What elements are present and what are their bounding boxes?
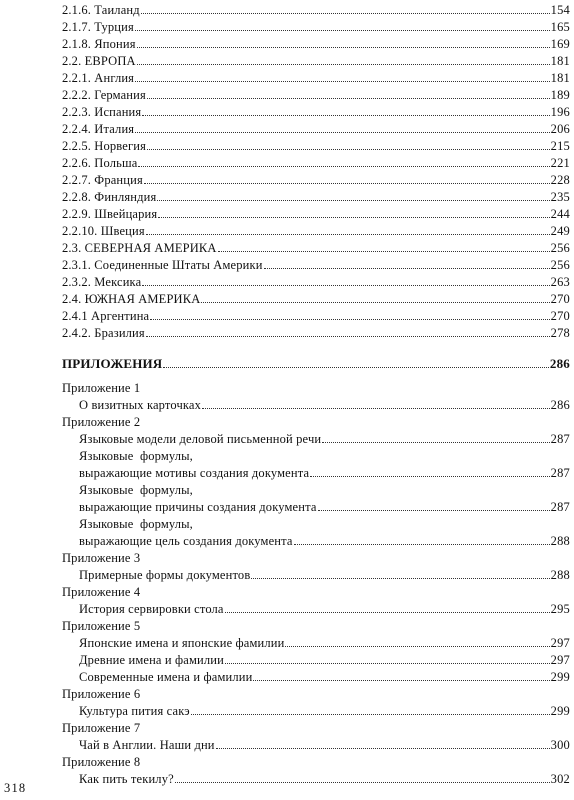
appendix-entry-title: Древние имена и фамилии — [79, 653, 224, 667]
appendix-entry — [79, 650, 570, 667]
toc-entry-page: 189 — [550, 88, 570, 102]
toc-entry-title: 2.4.2. Бразилия — [62, 326, 145, 340]
appendix-entry-page: 287 — [550, 432, 570, 446]
toc-entry-page: 270 — [550, 309, 570, 323]
toc-entry-title: 2.1.6. Таиланд — [62, 3, 140, 17]
appendix-label: Приложение 5 — [62, 619, 141, 633]
dot-leader — [225, 663, 550, 664]
toc-section-entry — [62, 289, 570, 306]
toc-entry-title: 2.2.5. Норвегия — [62, 139, 146, 153]
toc-entry-page: 278 — [550, 326, 570, 340]
toc-entry-title: 2.1.7. Турция — [62, 20, 134, 34]
toc-entry-page: 154 — [550, 3, 570, 17]
appendix-entry-page: 287 — [550, 500, 570, 514]
appendix-heading-title: ПРИЛОЖЕНИЯ — [62, 356, 163, 371]
appendix-label: Языковые формулы, — [79, 449, 193, 463]
dot-leader — [150, 319, 549, 320]
dot-leader — [147, 98, 550, 99]
toc-entry-title: 2.2.2. Германия — [62, 88, 146, 102]
appendix-entry — [79, 463, 570, 480]
toc-entry-page: 256 — [550, 241, 570, 255]
appendix-entry — [79, 769, 570, 786]
dot-leader — [138, 166, 549, 167]
appendix-entry-page: 299 — [550, 670, 570, 684]
toc-entry — [62, 272, 570, 289]
toc-entry — [62, 102, 570, 119]
toc-entry-page: 228 — [550, 173, 570, 187]
toc-entry-page: 270 — [550, 292, 570, 306]
toc-entry-title: 2.2.8. Финляндия — [62, 190, 157, 204]
appendix-label: Приложение 4 — [62, 585, 141, 599]
appendix-entry-page: 297 — [550, 653, 570, 667]
toc-entry-title: 2.3.1. Соединенные Штаты Америки — [62, 258, 263, 272]
toc-entry-page: 196 — [550, 105, 570, 119]
appendix-entry — [79, 599, 570, 616]
toc-entry-title: 2.3. СЕВЕРНАЯ АМЕРИКА — [62, 241, 217, 255]
appendix-heading-page: 286 — [549, 356, 570, 371]
appendix-entry-title: Чай в Англии. Наши дни — [79, 738, 215, 752]
toc-entry — [62, 306, 570, 323]
dot-leader — [322, 442, 549, 443]
dot-leader — [163, 367, 549, 368]
appendix-entry-page: 300 — [550, 738, 570, 752]
appendix-entry-title: Языковые модели деловой письменной речи — [79, 432, 322, 446]
dot-leader — [141, 13, 550, 14]
appendix-entry-page: 287 — [550, 466, 570, 480]
toc-section-entry — [62, 51, 570, 68]
appendix-label: Приложение 8 — [62, 755, 141, 769]
appendix-entry-page: 297 — [550, 636, 570, 650]
toc-entry-page: 256 — [550, 258, 570, 272]
dot-leader — [142, 115, 549, 116]
page-number: 318 — [4, 781, 27, 795]
toc-section-entry — [62, 238, 570, 255]
dot-leader — [216, 748, 550, 749]
dot-leader — [142, 285, 549, 286]
toc-entry-page: 221 — [550, 156, 570, 170]
appendix-entry-title: Культура пития сакэ — [79, 704, 190, 718]
toc-entry-title: 2.2.1. Англия — [62, 71, 135, 85]
appendix-label: Языковые формулы, — [79, 483, 193, 497]
dot-leader — [147, 149, 550, 150]
appendix-entry-title: выражающие цель создания документа — [79, 534, 293, 548]
toc-entry-page: 263 — [550, 275, 570, 289]
toc-entry-title: 2.2.10. Швеция — [62, 224, 145, 238]
appendix-entry — [79, 531, 570, 548]
appendix-entry-page: 295 — [550, 602, 570, 616]
dot-leader — [137, 47, 550, 48]
toc-entry-title: 2.4.1 Аргентина — [62, 309, 150, 323]
dot-leader — [225, 612, 550, 613]
toc-entry-page: 215 — [550, 139, 570, 153]
appendix-entry — [79, 429, 570, 446]
dot-leader — [310, 476, 549, 477]
toc-entry-title: 2.2.9. Швейцария — [62, 207, 158, 221]
dot-leader — [137, 64, 550, 65]
toc-entry-page: 249 — [550, 224, 570, 238]
toc-entry-title: 2.2.6. Польша — [62, 156, 138, 170]
toc-entry-title: 2.2. ЕВРОПА — [62, 54, 136, 68]
appendix-entry — [79, 565, 570, 582]
appendix-label: Приложение 1 — [62, 381, 141, 395]
dot-leader — [135, 81, 550, 82]
dot-leader — [294, 544, 550, 545]
dot-leader — [191, 714, 550, 715]
toc-entry-title: 2.2.4. Италия — [62, 122, 135, 136]
appendix-entry-title: История сервировки стола — [79, 602, 224, 616]
appendix-entry — [79, 395, 570, 412]
dot-leader — [318, 510, 550, 511]
appendix-entry — [79, 735, 570, 752]
dot-leader — [146, 234, 550, 235]
appendix-label: Приложение 6 — [62, 687, 141, 701]
appendix-label: Приложение 3 — [62, 551, 141, 565]
toc-entry — [62, 136, 570, 153]
toc-entry — [62, 221, 570, 238]
toc-entry — [62, 85, 570, 102]
appendix-entry-title: Современные имена и фамилии — [79, 670, 253, 684]
dot-leader — [285, 646, 549, 647]
appendix-label: Языковые формулы, — [79, 517, 193, 531]
dot-leader — [144, 183, 550, 184]
toc-entry-page: 181 — [550, 54, 570, 68]
appendix-entry-title: выражающие причины создания документа — [79, 500, 317, 514]
dot-leader — [218, 251, 550, 252]
appendix-entry-page: 302 — [550, 772, 570, 786]
appendix-entry-title: Как пить текилу? — [79, 772, 174, 786]
toc-entry — [62, 68, 570, 85]
toc-entry-page: 181 — [550, 71, 570, 85]
toc-entry — [62, 255, 570, 272]
dot-leader — [264, 268, 550, 269]
dot-leader — [135, 132, 549, 133]
appendix-entry-page: 299 — [550, 704, 570, 718]
appendix-label: Приложение 2 — [62, 415, 141, 429]
dot-leader — [158, 217, 549, 218]
toc-entry — [62, 204, 570, 221]
toc-entry-page: 244 — [550, 207, 570, 221]
toc-entry-title: 2.4. ЮЖНАЯ АМЕРИКА — [62, 292, 201, 306]
appendix-entry-title: О визитных карточках — [79, 398, 202, 412]
appendix-entry-page: 288 — [550, 534, 570, 548]
toc-entry — [62, 0, 570, 17]
toc-entry — [62, 119, 570, 136]
toc-entry-title: 2.2.3. Испания — [62, 105, 142, 119]
toc-entry — [62, 153, 570, 170]
appendix-heading — [62, 354, 570, 371]
toc-entry — [62, 17, 570, 34]
dot-leader — [146, 336, 550, 337]
appendix-entry — [79, 633, 570, 650]
toc-entry-title: 2.2.7. Франция — [62, 173, 143, 187]
toc-entry — [62, 170, 570, 187]
dot-leader — [201, 302, 549, 303]
toc-entry — [62, 323, 570, 340]
toc-entry — [62, 34, 570, 51]
toc-entry-page: 235 — [550, 190, 570, 204]
appendix-entry-title: Японские имена и японские фамилии — [79, 636, 285, 650]
toc-entry-title: 2.1.8. Япония — [62, 37, 136, 51]
toc-entry — [62, 187, 570, 204]
appendix-label: Приложение 7 — [62, 721, 141, 735]
appendix-entry — [79, 497, 570, 514]
dot-leader — [135, 30, 550, 31]
toc-entry-title: 2.3.2. Мексика — [62, 275, 142, 289]
dot-leader — [202, 408, 550, 409]
appendix-entry-title: выражающие мотивы создания документа — [79, 466, 310, 480]
appendix-entry — [79, 701, 570, 718]
toc-entry-page: 169 — [550, 37, 570, 51]
dot-leader — [253, 680, 549, 681]
appendix-entry-page: 286 — [550, 398, 570, 412]
dot-leader — [251, 578, 549, 579]
appendix-entry — [79, 667, 570, 684]
appendix-entry-title: Примерные формы документов — [79, 568, 251, 582]
toc-entry-page: 206 — [550, 122, 570, 136]
dot-leader — [157, 200, 549, 201]
appendix-entry-page: 288 — [550, 568, 570, 582]
toc-entry-page: 165 — [550, 20, 570, 34]
dot-leader — [175, 782, 550, 783]
